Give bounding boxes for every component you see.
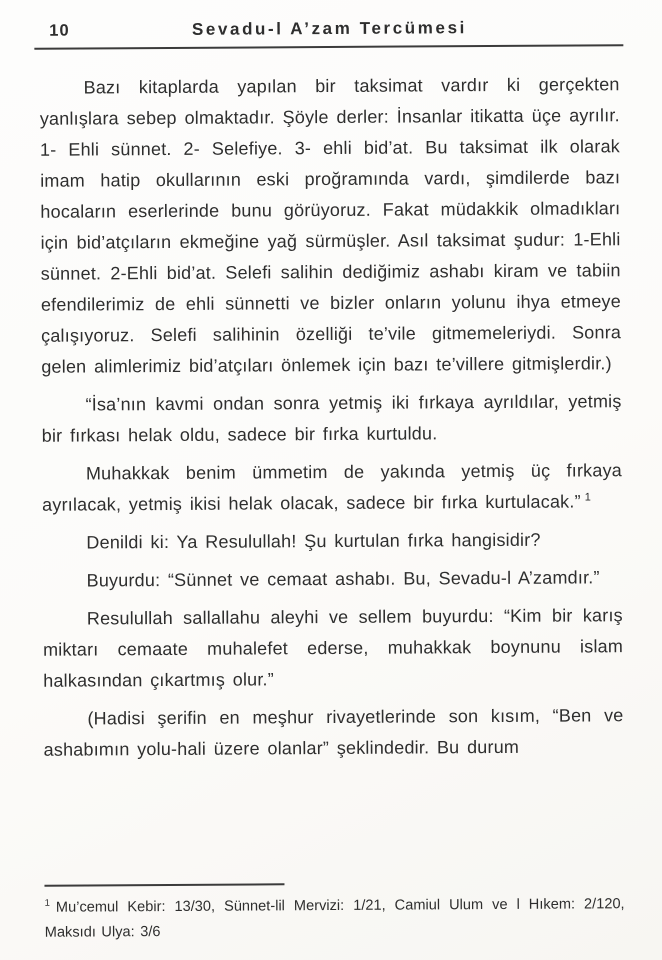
footnote (44, 881, 624, 946)
paragraph (42, 455, 622, 521)
page-number: 10 (49, 21, 70, 40)
paragraph (43, 562, 623, 597)
page-title: Sevadu-l A’zam Tercümesi (191, 18, 467, 39)
paragraph-text: Bazı kitaplarda yapılan bir taksimat vardır ki gerçekten yanlışlara sebep olmaktadır. Şöyle derler: İnsanlar itikatta üçe ayrılır. 1- Ehli sünnet. 2- Selefiye. 3- ehli bid’at. Bu taksimat ilk olarak imam hatip okullarının eski proğramında vardı, şimdilerde bazı hocaların eserlerinde bunu görüyoruz. Fakat müdakkik olmadıkları için bid’atçıların ekmeğine yağ sürmüşler. Asıl taksimat şudur: 1-Ehli sünnet. 2-Ehli bid’at. Selefi salihin dediğimiz ashabı kiram ve tabiin efendilerimiz de ehli sünnetti ve bizler onların yolunu ihya etmeye çalışıyoruz. Selefi salihinin özelliği te’vile gitmemeleriydi. Sonra gelen alimlerimiz bid’atçıları önlemek için bazı te’villere gitmişlerdir.) (39, 74, 622, 377)
paragraph-text: Resulullah sallallahu aleyhi ve sellem buyurdu: “Kim bir karış miktarı cemaate muhalefet ederse, muhakkak boynunu islam halkasından çıkartmış olur.” (42, 605, 624, 691)
paragraph (42, 524, 622, 559)
paragraph (41, 386, 621, 452)
footnote-reference: 1 (584, 491, 592, 504)
paragraph (43, 600, 624, 697)
page-body (0, 46, 662, 766)
paragraph-text: (Hadisi şerifin en meşhur rivayetlerinde son kısım, “Ben ve ashabımın yolu-hali üzere olanlar” şeklindedir. Bu durum (43, 705, 624, 760)
footnote-citation: Mu’cemul Kebir: 13/30, Sünnet-lil Mervizi: 1/21, Camiul Ulum ve l Hıkem: 2/120, Maksıdı Ulya: 3/6 (44, 896, 625, 941)
paragraph-text: “İsa’nın kavmi ondan sonra yetmiş iki fırkaya ayrıldılar, yetmiş bir fırkası helak oldu, sadece bir fırka kurtuldu. (41, 391, 622, 446)
footnote-text (45, 892, 625, 946)
footnote-rule (44, 883, 284, 886)
page-header (0, 0, 659, 41)
footnote-marker: 1 (44, 897, 50, 909)
paragraph-text: Muhakkak benim ümmetim de yakında yetmiş üç fırkaya ayrılacak, yetmiş ikisi helak olacak, sadece bir fırka kurtulacak.” (42, 460, 623, 515)
paragraph-text: Buyurdu: “Sünnet ve cemaat ashabı. Bu, Sevadu-l A’zamdır.” (86, 567, 600, 591)
paragraph (40, 69, 622, 383)
paragraph (43, 700, 623, 766)
paragraph-text: Denildi ki: Ya Resulullah! Şu kurtulan fırka hangisidir? (86, 529, 541, 553)
